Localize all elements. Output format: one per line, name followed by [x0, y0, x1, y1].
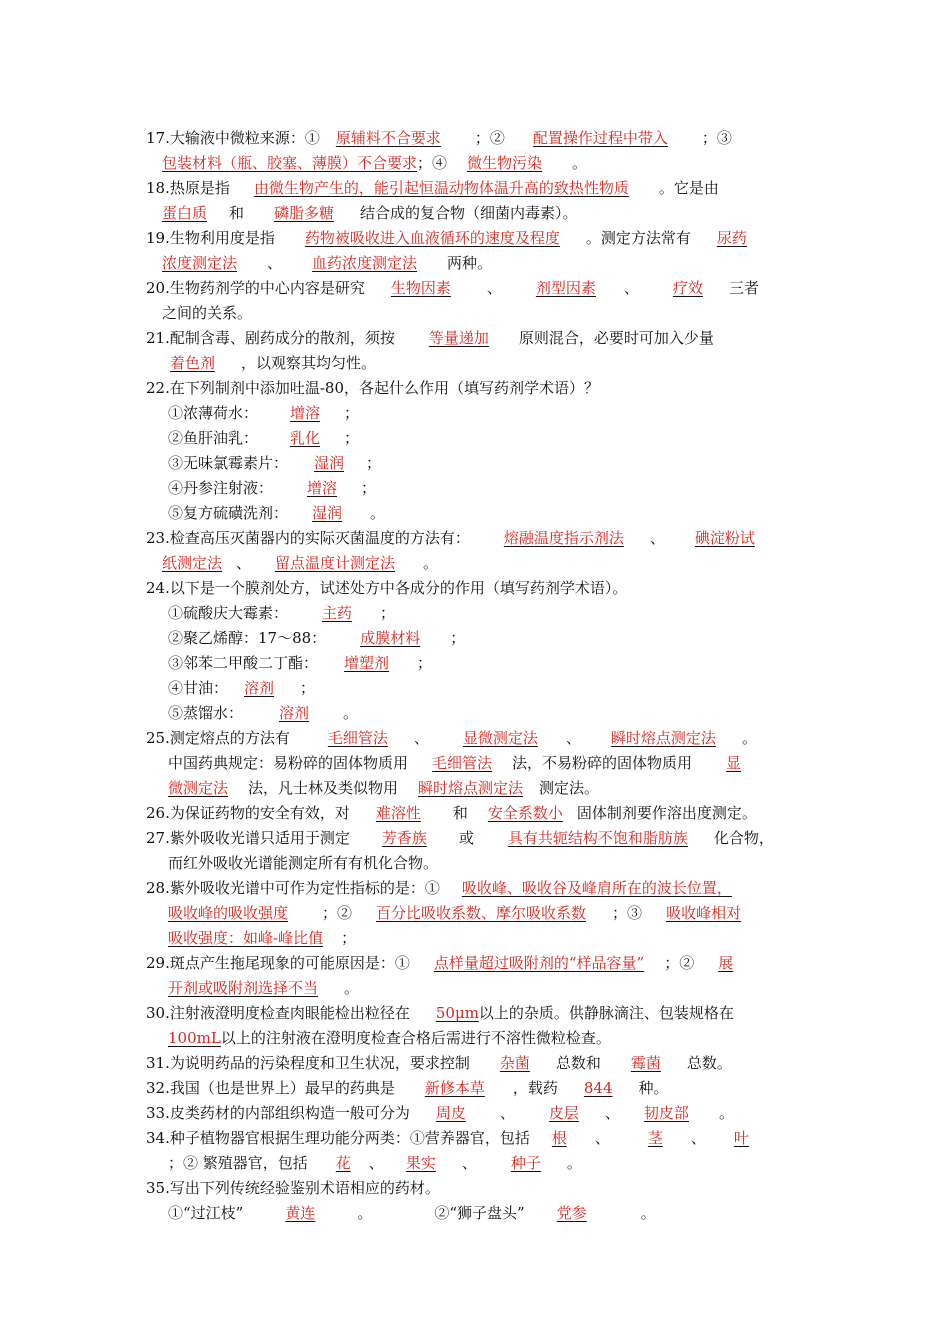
q28-line-2: 吸收峰的吸收强度 ；② 百分比吸收系数、摩尔吸收系数 ；③ 吸收峰相对	[168, 904, 742, 922]
answer: 难溶性	[375, 804, 421, 822]
answer: 微生物污染	[467, 154, 543, 172]
q21-line-2: 着色剂 ，以观察其均匀性。	[170, 354, 377, 372]
q21-line-1: 21.配制含毒、剧药成分的散剂，须按 等量递加 原则混合，必要时可加入少量	[146, 329, 714, 347]
q22-item-2: ②鱼肝油乳： 乳化 ；	[168, 429, 360, 447]
answer: 瞬时熔点测定法	[418, 779, 524, 797]
answer: 杂菌	[499, 1054, 530, 1072]
q28-line-3: 吸收强度：如峰-峰比值 ；	[168, 929, 357, 947]
answer: 着色剂	[170, 354, 216, 372]
answer: 熔融温度指示剂法	[503, 529, 624, 547]
answer: 安全系数小	[487, 804, 563, 822]
q25-line-3: 微测定法 法，凡士林及类似物用 瞬时熔点测定法 测定法。	[168, 779, 600, 797]
q27-line-2: 而红外吸收光谱能测定所有有机化合物。	[168, 854, 439, 872]
q24-item-1: ①硫酸庆大霉素： 主药 ；	[168, 604, 396, 622]
q27-line-1: 27.紫外吸收光谱只适用于测定 芳香族 或 具有共轭结构不饱和脂肪族 化合物，	[146, 829, 774, 847]
q22-heading: 22.在下列制剂中添加吐温-80，各起什么作用（填写药剂学术语）？	[146, 379, 600, 397]
answer: 剂型因素	[535, 279, 596, 297]
q35-heading: 35.写出下列传统经验鉴别术语相应的药材。	[146, 1179, 440, 1197]
answer: 磷脂多糖	[274, 204, 335, 222]
q17-line-1: 17.大输液中微粒来源：① 原辅料不合要求 ；② 配置操作过程中带入 ；③	[146, 129, 732, 147]
answer: 显微测定法	[462, 729, 538, 747]
q22-item-5: ⑤复方硫磺洗剂： 湿润 。	[168, 504, 386, 522]
q24-item-2: ②聚乙烯醇：17～88： 成膜材料 ；	[168, 629, 466, 647]
answer: 溶剂	[279, 704, 310, 722]
q25-line-1: 25.测定熔点的方法有 毛细管法 、 显微测定法 、 瞬时熔点测定法 。	[146, 729, 757, 747]
answer: 根	[551, 1129, 567, 1147]
answer: 包装材料（瓶、胶塞、薄膜）不合要求	[162, 154, 418, 172]
q19-line-1: 19.生物利用度是指 药物被吸收进入血液循环的速度及程度 。测定方法常有 尿药	[146, 229, 747, 247]
q35-items: ①“过江枝” 黄连 。 ②“狮子盘头” 党参 。	[168, 1204, 656, 1222]
answer: 吸收峰的吸收强度	[168, 904, 289, 922]
answer: 吸收峰、吸收谷及峰肩所在的波长位置，	[461, 879, 732, 897]
q20-line-2: 之间的关系。	[162, 304, 253, 322]
answer: 50μm	[435, 1004, 479, 1022]
answer: 吸收峰相对	[666, 904, 742, 922]
answer: 原辅料不合要求	[335, 129, 441, 147]
answer: 新修本草	[424, 1079, 485, 1097]
answer: 生物因素	[390, 279, 451, 297]
answer: 增溶	[290, 404, 321, 422]
answer: 果实	[405, 1154, 436, 1172]
q17-line-2: 包装材料（瓶、胶塞、薄膜）不合要求；④ 微生物污染 。	[162, 154, 588, 172]
q25-line-2: 中国药典规定：易粉碎的固体物质用 毛细管法 法，不易粉碎的固体物质用 显	[168, 754, 742, 772]
q31-line-1: 31.为说明药品的污染程度和卫生状况，要求控制 杂菌 总数和 霉菌 总数。	[146, 1054, 732, 1072]
answer: 溶剂	[244, 679, 275, 697]
answer: 周皮	[435, 1104, 466, 1122]
q24-item-4: ④甘油： 溶剂 ；	[168, 679, 316, 697]
q23-line-1: 23.检查高压灭菌器内的实际灭菌温度的方法有： 熔融温度指示剂法 、 碘淀粉试	[146, 529, 755, 547]
q30-line-1: 30.注射液澄明度检查肉眼能检出粒径在 50μm以上的杂质。供静脉滴注、包装规格在	[146, 1004, 734, 1022]
q34-line-1: 34.种子植物器官根据生理功能分两类：①营养器官，包括 根 、 茎 、 叶	[146, 1129, 749, 1147]
answer: 茎	[647, 1129, 663, 1147]
answer: 霉菌	[630, 1054, 661, 1072]
answer: 由微生物产生的，能引起恒温动物体温升高的致热性物质	[253, 179, 629, 197]
answer: 微测定法	[168, 779, 229, 797]
answer: 主药	[322, 604, 353, 622]
q22-item-4: ④丹参注射液： 增溶 ；	[168, 479, 377, 497]
answer: 尿药	[716, 229, 747, 247]
answer: 湿润	[314, 454, 345, 472]
answer: 显	[726, 754, 742, 772]
answer: 湿润	[312, 504, 343, 522]
answer: 毛细管法	[327, 729, 388, 747]
answer: 芳香族	[381, 829, 427, 847]
q26-line-1: 26.为保证药物的安全有效，对 难溶性 和 安全系数小 固体制剂要作溶出度测定。	[146, 804, 757, 822]
answer: 浓度测定法	[162, 254, 238, 272]
answer: 疗效	[672, 279, 703, 297]
answer: 844	[583, 1079, 613, 1097]
q19-line-2: 浓度测定法 、 血药浓度测定法 两种。	[162, 254, 493, 272]
answer: 血药浓度测定法	[312, 254, 418, 272]
q33-line-1: 33.皮类药材的内部组织构造一般可分为 周皮 、 皮层 、 韧皮部 。	[146, 1104, 734, 1122]
answer: 具有共轭结构不饱和脂肪族	[507, 829, 688, 847]
q32-line-1: 32.我国（也是世界上）最早的药典是 新修本草 ，载药 844 种。	[146, 1079, 669, 1097]
answer: 点样量超过吸附剂的“样品容量”	[433, 954, 645, 972]
answer: 增溶	[307, 479, 338, 497]
answer: 吸收强度：如峰-峰比值	[168, 929, 324, 947]
answer: 成膜材料	[360, 629, 421, 647]
q34-line-2: ；② 繁殖器官，包括 花 、 果实 、 种子 。	[168, 1154, 582, 1172]
answer: 种子	[510, 1154, 541, 1172]
answer: 药物被吸收进入血液循环的速度及程度	[304, 229, 560, 247]
answer: 留点温度计测定法	[275, 554, 396, 572]
answer: 碘淀粉试	[694, 529, 755, 547]
answer: 毛细管法	[432, 754, 493, 772]
q23-line-2: 纸测定法 、 留点温度计测定法 。	[162, 554, 439, 572]
q22-item-1: ①浓薄荷水： 增溶 ；	[168, 404, 360, 422]
answer: 乳化	[290, 429, 321, 447]
answer: 党参	[556, 1204, 587, 1222]
q24-item-3: ③邻苯二甲酸二丁酯： 增塑剂 ；	[168, 654, 433, 672]
q30-line-2: 100mL以上的注射液在澄明度检查合格后需进行不溶性微粒检查。	[168, 1029, 611, 1047]
q29-line-2: 开剂或吸附剂选择不当 。	[168, 979, 360, 997]
q22-item-3: ③无味氯霉素片： 湿润 ；	[168, 454, 382, 472]
answer: 纸测定法	[162, 554, 223, 572]
q18-line-2: 蛋白质 和 磷脂多糖 结合成的复合物（细菌内毒素）。	[162, 204, 578, 222]
answer: 皮层	[548, 1104, 579, 1122]
answer: 花	[335, 1154, 351, 1172]
q24-heading: 24.以下是一个膜剂处方，试述处方中各成分的作用（填写药剂学术语）。	[146, 579, 628, 597]
answer: 黄连	[285, 1204, 316, 1222]
answer: 配置操作过程中带入	[532, 129, 668, 147]
answer: 蛋白质	[162, 204, 208, 222]
answer: 等量递加	[428, 329, 489, 347]
q18-line-1: 18.热原是指 由微生物产生的，能引起恒温动物体温升高的致热性物质 。它是由	[146, 179, 719, 197]
answer: 韧皮部	[643, 1104, 689, 1122]
answer: 展	[718, 954, 734, 972]
answer: 瞬时熔点测定法	[610, 729, 716, 747]
answer: 100mL	[168, 1029, 221, 1047]
answer: 增塑剂	[344, 654, 390, 672]
answer: 叶	[733, 1129, 749, 1147]
q29-line-1: 29.斑点产生拖尾现象的可能原因是：① 点样量超过吸附剂的“样品容量” ；② 展	[146, 954, 734, 972]
answer: 百分比吸收系数、摩尔吸收系数	[376, 904, 587, 922]
q24-item-5: ⑤蒸馏水： 溶剂 。	[168, 704, 359, 722]
q20-line-1: 20.生物药剂学的中心内容是研究 生物因素 、 剂型因素 、 疗效 三者	[146, 279, 759, 297]
answer: 开剂或吸附剂选择不当	[168, 979, 319, 997]
q28-line-1: 28.紫外吸收光谱中可作为定性指标的是：① 吸收峰、吸收谷及峰肩所在的波长位置，	[146, 879, 732, 897]
